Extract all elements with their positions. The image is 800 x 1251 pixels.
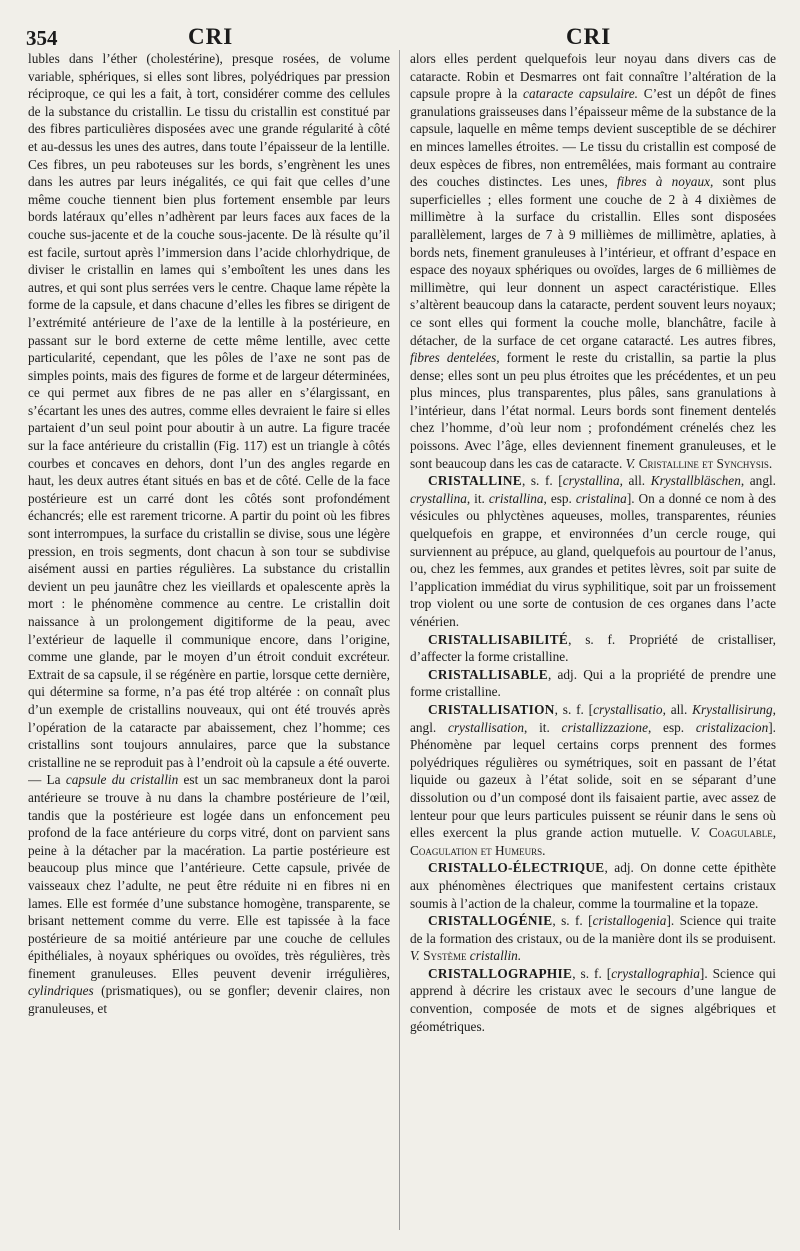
page-number: 354: [26, 26, 58, 50]
page-header: [0, 22, 800, 52]
entry-cristallo-electrique: CRISTALLO-ÉLECTRIQUE, adj. On donne cette épithète aux phénomènes électriques que manifestent certains cristaux soumis à l’action de la chaleur, comme la tourmaline et la topaze.: [410, 860, 776, 911]
cristallin-continuation-right: alors elles perdent quelquefois leur noyau dans divers cas de cataracte. Robin et Desmarres ont fait connaître l’altération de la capsule propre à la cataracte capsulaire. C’est un dépôt de fines granulations graisseuses dans l’épaisseur même de la substance de la capsule, laquelle en même temps devient susceptible de se déchirer en minces lamelles étroites. — Le tissu du cristallin est composé de deux espèces de fibres, non entremêlées, mais formant au contraire des couches distinctes. Les unes, fibres à noyaux, sont plus superficielles ; elles forment une couche de 2 à 4 dixièmes de millimètre à la surface du cristallin. Elles sont disposées parallèlement, larges de 7 à 9 millièmes de millimètre, aplaties, à bords nets, finement granuleuses à l’intérieur, et offrant d’espace en espace des noyaux sphériques ou ovoïdes, larges de 6 millièmes de millimètre, qui leur donnent un aspect caractéristique. Elles s’altèrent beaucoup dans la cataracte, perdent souvent leurs noyaux; ce sont elles qui forment la couche molle, blanchâtre, facile à détacher, de la surface de cet organe cataracté. Les autres fibres, fibres dentelées, forment le reste du cristallin, sa partie la plus dense; elles sont un peu plus étroites que les précédentes, et un peu plus minces, plus transparentes, plus pâles, sans granulations à l’intérieur, dans l’état normal. Leurs bords sont finement dentelés chez l’homme, d’où leur nom ; profondément crénelés chez les poissons. Avec l’âge, elles deviennent finement granuleuses, et le sont beaucoup dans les cas de cataracte. V. Cristalline et Synchysis.: [410, 51, 776, 471]
headword: CRISTALLISABILITÉ: [428, 631, 569, 647]
headword: CRISTALLISABLE: [428, 666, 548, 682]
headword: CRISTALLOGÉNIE: [428, 913, 553, 929]
left-column: [28, 50, 390, 1235]
right-column: [410, 50, 776, 1235]
entry-cristallisation: CRISTALLISATION, s. f. [crystallisatio, all. Krystallisirung, angl. crystallisation, it. cristallizzazione, esp. cristalizacion]. Phénomène par lequel certains corps prennent des formes polyédriques régulières ou symétriques, soit en passant de l’état liquide ou gazeux à l’état solide, soit en se séparant d’une dissolution ou d’un composé dont ils faisaient partie, avec assez de lenteur pour que leurs particules puissent se réunir dans le sens où elles exercent la plus grande action mutuelle. V. Coagulable, Coagulation et Humeurs.: [410, 701, 776, 858]
headword: CRISTALLOGRAPHIE: [428, 965, 573, 981]
headword: CRISTALLO-ÉLECTRIQUE: [428, 860, 605, 876]
entry-cristallogenie: CRISTALLOGÉNIE, s. f. [cristallogenia]. Science qui traite de la formation des cristaux, ou de la manière dont ils se produisent. V. Système cristallin.: [410, 913, 776, 964]
entry-cristalline: CRISTALLINE, s. f. [crystallina, all. Krystallbläschen, angl. crystallina, it. cristallina, esp. cristalina]. On a donné ce nom à des vésicules ou phlyctènes aqueuses, molles, transparentes, réunies quelquefois en grappe, et environnées d’un cercle rouge, qui surviennent au prépuce, au gland, quelquefois au pourtour de l’anus, ou, chez les femmes, aux grandes et petites lèvres, soit par suite de l’application immédiat du virus syphilitique, soit par un froissement trop violent ou une sorte de contusion de ces organes dans l’acte vénérien.: [410, 473, 776, 629]
entry-cristallisabilite: CRISTALLISABILITÉ, s. f. Propriété de cristalliser, d’affecter la forme cristalline.: [410, 631, 776, 665]
entry-cristallisable: CRISTALLISABLE, adj. Qui a la propriété de prendre une forme cristalline.: [410, 666, 776, 700]
cristallin-continuation: lubles dans l’éther (cholestérine), presque rosées, de volume variable, sphériques, si elles sont libres, polyédriques par pression réciproque, ce qui les a fait, à tort, considérer comme des cellules de la substance du cristallin. Le tissu du cristallin est constitué par des fibres particulières disposées avec une grande régularité à côté et au-dessus les unes des autres, dans toute l’épaisseur de la lentille. Ces fibres, un peu raboteuses sur les bords, s’engrènent les unes dans les autres par leurs inégalités, ce qui fait que celles d’une même couche tiennent bien plus fortement ensemble par leurs bords latéraux qu’elles n’adhèrent par leurs faces aux faces de la couche sus-jacente et de la couche sous-jacente. De là résulte qu’il est facile, surtout après l’immersion dans l’acide chlorhydrique, de diviser le cristallin en lames qui s’emboîtent les unes dans les autres, et qui sont plus serrées vers le centre. Chaque lame répète la forme de la capsule, et dans chacune d’elles les fibres se dirigent de l’extrémité antérieure de l’axe de la lentille à la postérieure, en passant sur le bord externe de cette même lentille, avec cette particularité, cependant, que les pôles de l’axe ne sont pas de simples points, mais des figures de forme et de largeur déterminées, ce qui permet aux fibres de ne pas aller en s’élargissant, en s’écartant les unes des autres, comme elles devraient le faire si elles partaient d’un seul point pour aboutir à un autre. La figure tracée sur la face antérieure du cristallin (Fig. 117) est un triangle à côtés courbes et concaves en dehors, dont l’un des angles regarde en haut, les deux autres étant situés en bas et de côté. Celle de la face postérieure est un carré dont les côtés sont profondément échancrés; elle est rarement tricorne. A partir du point où les fibres sont interrompues, la surface du cristallin se divise, sous une légère pression, en trois segments, dont chacun à son tour se subdivise aisément aussi en parties régulières. La substance du cristallin devient un peu jaunâtre chez les vieillards et opalescente après la mort : le phénomène commence au centre. Le cristallin doit naissance à un prolongement digitiforme de la peau, avec l’extérieur de laquelle il communique encore, dans l’origine, comme une glande, par le moyen d’un étroit conduit excréteur. Extrait de sa capsule, il se régénère en partie, lorsque cette dernière, qui détermine sa forme, n’a pas été trop altérée : on connaît plus d’un exemple de cristallins nouveaux, qui ont été trouvés après l’opération de la cataracte par abaissement, chez l’homme; ces cristallins sont toujours annulaires, parce que la substance cristalline ne se reproduit pas à l’endroit où la capsule a été ouverte. — La capsule du cristallin est un sac membraneux dont la paroi antérieure se trouve à nu dans la chambre postérieure de l’œil, tandis que la postérieure est logée dans un enfoncement peu profond de la face antérieure du corps vitré, dont on parvient sans peine à la détacher par la macération. La partie postérieure est beaucoup plus mince que l’antérieure. Cette capsule, privée de vaisseaux chez l’adulte, ne peut être réduite ni en fibres ni en lames. Elle est formée d’une substance homogène, transparente, se brisant nettement comme du verre. Elle est tapissée à la face postérieure de sa moitié antérieure par une couche de cellules épithéliales, à noyaux sphériques ou ovoïdes, très régulières, très finement granuleuses. Elles peuvent devenir irrégulières, cylindriques (prismatiques), ou se gonfler; devenir claires, non granuleuses, et: [28, 51, 390, 1017]
running-head-left: CRI: [188, 24, 234, 49]
column-divider: [399, 50, 400, 1230]
running-head-right: CRI: [566, 24, 612, 49]
entry-cristallographie: CRISTALLOGRAPHIE, s. f. [crystallographia]. Science qui apprend à décrire les cristaux avec le secours d’une langue de convention, composée de mots et de signes algébriques et géométriques.: [410, 965, 776, 1034]
headword: CRISTALLINE: [428, 473, 522, 489]
headword: CRISTALLISATION: [428, 701, 555, 717]
